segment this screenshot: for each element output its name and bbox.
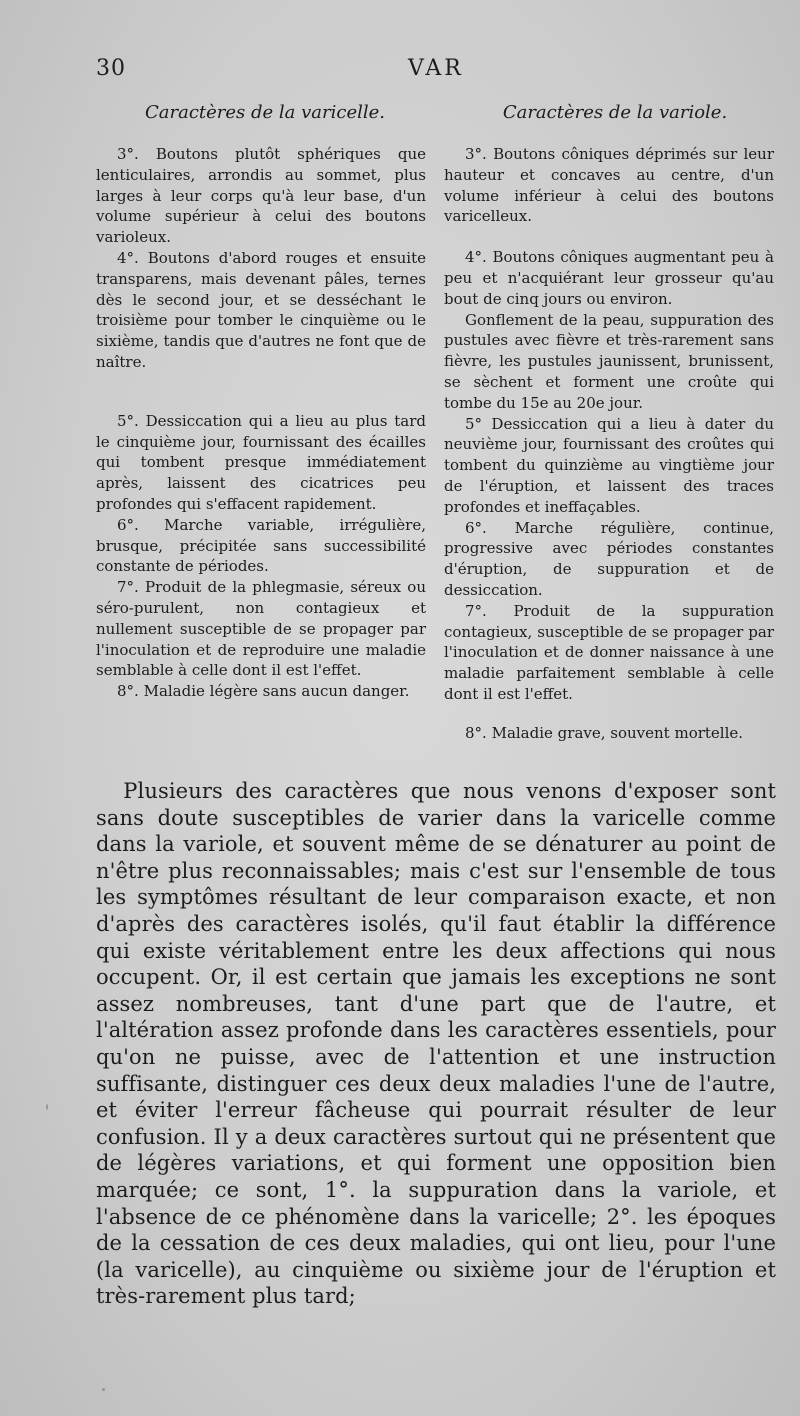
right-item-7: 7°. Produit de la suppuration contagieux, susceptible de se propager par l'inoculation et de donner naissance à une maladie parfaitement semblable à celle dont il est l'effet. — [444, 601, 774, 703]
right-column-title: Caractères de la variole. — [502, 102, 728, 123]
paper-speck — [46, 1104, 48, 1110]
left-column — [96, 144, 426, 702]
left-column-title: Caractères de la varicelle. — [144, 102, 385, 123]
left-item-8: 8°. Maladie légère sans aucun danger. — [117, 682, 410, 701]
page-header — [0, 56, 800, 86]
running-head: VAR — [408, 56, 464, 81]
left-item-5: 5°. Dessiccation qui a lieu au plus tard le cinquième jour, fournissant des écailles qui tombent presque immédiatement après, laissent des cicatrices peu profondes qui s'effacent rapidement. — [96, 411, 426, 513]
body-paragraph: Plusieurs des caractères que nous venons d'exposer sont sans doute susceptibles de varier dans la varicelle comme dans la variole, et souvent même de se dénaturer au point de n'être plus reconnaissables; mais c'est sur l'ensemble de tous les symptômes résultant de leur comparaison exacte, et non d'après des caractères isolés, qu'il faut établir la différence qui existe véritablement entre les deux affections qui nous occupent. Or, il est certain que jamais les exceptions ne sont assez nombreuses, tant d'une part que de l'autre, et l'altération assez profonde dans les caractères essentiels, pour qu'on ne puisse, avec de l'attention et une instruction suffisante, distinguer ces deux deux maladies l'une de l'autre, et éviter l'erreur fâcheuse qui pourrait résulter de leur confusion. Il y a deux caractères surtout qui ne présentent que de légères variations, et qui forment une opposition bien marquée; ce sont, 1°. la suppuration dans la variole, et l'absence de ce phénomène dans la varicelle; 2°. les époques de la cessation de ces deux maladies, qui ont lieu, pour l'une (la varicelle), au cinquième ou sixième jour de l'éruption et très-rarement plus tard; — [96, 779, 776, 1309]
right-item-4: 4°. Boutons côniques augmentant peu à peu et n'acquiérant leur grosseur qu'au bout de cinq jours ou environ. — [444, 248, 774, 308]
paper-speck — [102, 1388, 105, 1391]
right-item-5: 5° Dessiccation qui a lieu à dater du neuvième jour, fournissant des croûtes qui tombent du quinzième au vingtième jour de l'éruption, et laissent des traces profondes et ineffaçables. — [444, 414, 774, 516]
page-number: 30 — [96, 56, 126, 81]
right-item-3: 3°. Boutons côniques déprimés sur leur hauteur et concaves au centre, d'un volume inférieur à celui des boutons varicelleux. — [444, 145, 774, 226]
left-item-6: 6°. Marche variable, irrégulière, brusque, précipitée sans successibilité constante de périodes. — [96, 515, 426, 576]
left-item-4: 4°. Boutons d'abord rouges et ensuite transparens, mais devenant pâles, ternes dès le second jour, et se desséchant le troisième pour tomber le cinquième ou le sixième, tandis que d'autres ne font que de naître. — [96, 248, 426, 371]
body-text — [96, 778, 776, 1310]
right-column — [444, 144, 774, 744]
right-item-8: 8°. Maladie grave, souvent mortelle. — [465, 723, 744, 742]
right-item-6: 6°. Marche régulière, continue, progressive avec périodes constantes d'éruption, de suppuration et de dessiccation. — [444, 518, 774, 599]
left-item-3: 3°. Boutons plutôt sphériques que lenticulaires, arrondis au sommet, plus larges à leur corps qu'à leur base, d'un volume supérieur à celui des boutons varioleux. — [96, 145, 426, 247]
left-item-7: 7°. Produit de la phlegmasie, séreux ou séro-purulent, non contagieux et nullement susceptible de se propager par l'inoculation et de reproduire une maladie semblable à celle dont il est l'effet. — [96, 578, 426, 680]
right-item-4-continued: Gonflement de la peau, suppuration des pustules avec fièvre et très-rarement sans fièvre, les pustules jaunissent, brunissent, se sèchent et forment une croûte qui tombe du 15e au 20e jour. — [444, 310, 774, 412]
